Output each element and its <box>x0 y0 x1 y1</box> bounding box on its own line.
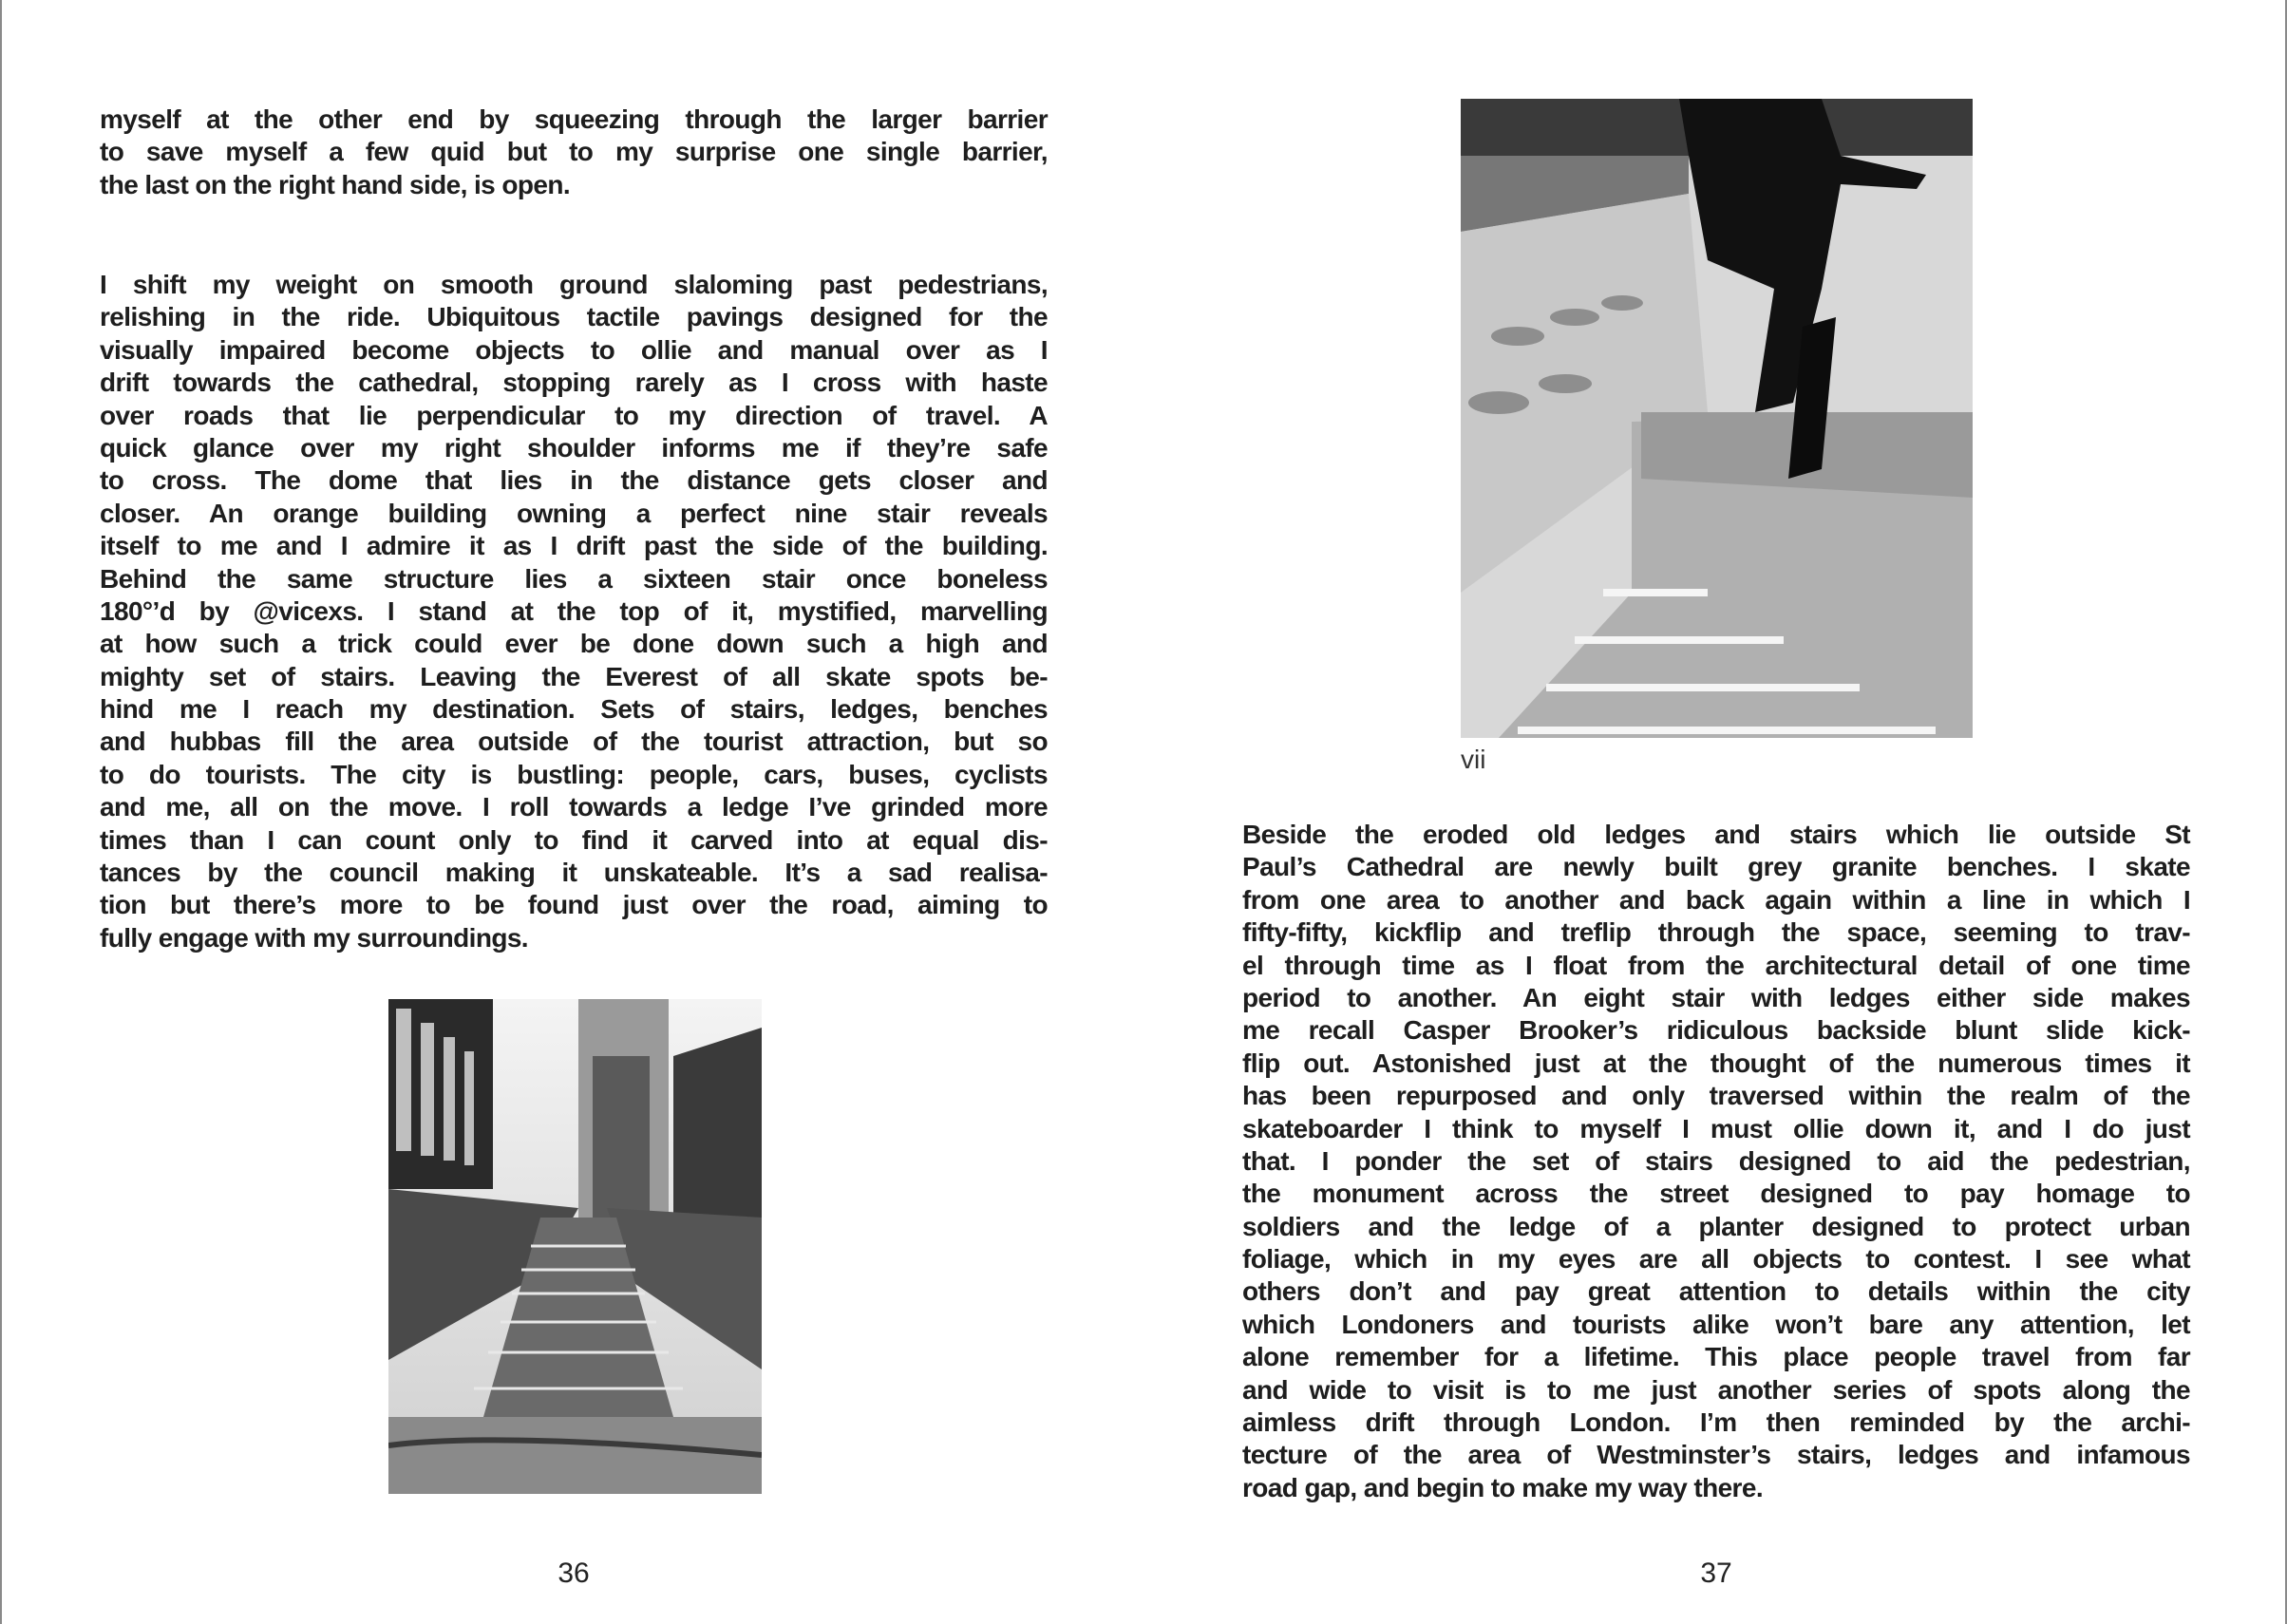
text-line: closer. An orange building owning a perfect nine stair reveals <box>100 498 1048 528</box>
text-line: the last on the right hand side, is open. <box>100 169 570 199</box>
text-line: 180°’d by @vicexs. I stand at the top of it, mystified, marvelling <box>100 595 1048 626</box>
text-line: to save myself a few quid but to my surprise one single barrier, <box>100 137 1048 167</box>
text-line: myself at the other end by squeezing through the larger barrier <box>100 104 1048 134</box>
text-line: Beside the eroded old ledges and stairs which lie outside St <box>1242 820 2190 849</box>
stairs-photo <box>388 999 762 1494</box>
text-line: road gap, and begin to make my way there. <box>1242 1472 1763 1502</box>
text-line: tecture of the area of Westminster’s stairs, ledges and infamous <box>1242 1440 2190 1470</box>
text-line: which Londoners and tourists alike won’t bare any attention, let <box>1242 1309 2190 1339</box>
page-number-right: 37 <box>1700 1558 1732 1589</box>
text-line: to cross. The dome that lies in the distance gets closer and <box>100 465 1048 496</box>
text-line: times than I can count only to find it carved into at equal dis- <box>100 824 1048 855</box>
text-line: soldiers and the ledge of a planter designed to protect urban <box>1242 1211 2190 1241</box>
right-paragraph-1 <box>1242 819 2190 1504</box>
text-line: relishing in the ride. Ubiquitous tactile pavings designed for the <box>100 302 1048 332</box>
text-line: quick glance over my right shoulder informs me if they’re safe <box>100 432 1048 463</box>
text-line: to do tourists. The city is bustling: people, cars, buses, cyclists <box>100 759 1048 789</box>
text-line: hind me I reach my destination. Sets of stairs, ledges, benches <box>100 694 1048 725</box>
photo-caption: vii <box>1461 745 1486 774</box>
text-line: el through time as I float from the architectural detail of one time <box>1242 950 2190 980</box>
text-line: aimless drift through London. I’m then reminded by the archi- <box>1242 1407 2190 1438</box>
text-line: mighty set of stairs. Leaving the Everest of all skate spots be- <box>100 661 1048 691</box>
text-line: and wide to visit is to me just another series of spots along the <box>1242 1374 2190 1405</box>
text-line: flip out. Astonished just at the thought of the numerous times it <box>1242 1048 2190 1078</box>
text-line: itself to me and I admire it as I drift past the side of the building. <box>100 531 1048 561</box>
text-line: me recall Casper Brooker’s ridiculous backside blunt slide kick- <box>1242 1015 2190 1046</box>
left-paragraph-2 <box>100 269 1048 954</box>
text-line: skateboarder I think to myself I must ollie down it, and I do just <box>1242 1113 2190 1143</box>
text-line: alone remember for a lifetime. This place people travel from far <box>1242 1342 2190 1372</box>
text-line: Behind the same structure lies a sixteen stair once boneless <box>100 563 1048 594</box>
text-line: fully engage with my surroundings. <box>100 922 528 953</box>
text-line: over roads that lie perpendicular to my direction of travel. A <box>100 400 1048 430</box>
left-paragraph-1 <box>100 104 1048 201</box>
text-line: the monument across the street designed to pay homage to <box>1242 1179 2190 1209</box>
text-line: at how such a trick could ever be done down such a high and <box>100 629 1048 659</box>
text-line: period to another. An eight stair with ledges either side makes <box>1242 982 2190 1012</box>
text-line: visually impaired become objects to ollie and manual over as I <box>100 334 1048 365</box>
text-line: tances by the council making it unskateable. It’s a sad realisa- <box>100 858 1048 888</box>
skateboarder-photo <box>1461 99 1973 738</box>
text-line: drift towards the cathedral, stopping rarely as I cross with haste <box>100 368 1048 398</box>
text-line: tion but there’s more to be found just over the road, aiming to <box>100 890 1048 920</box>
text-line: I shift my weight on smooth ground slaloming past pedestrians, <box>100 270 1048 299</box>
text-line: and me, all on the move. I roll towards a ledge I’ve grinded more <box>100 792 1048 822</box>
text-line: that. I ponder the set of stairs designed to aid the pedestrian, <box>1242 1145 2190 1176</box>
text-line: Paul’s Cathedral are newly built grey granite benches. I skate <box>1242 852 2190 882</box>
text-line: and hubbas fill the area outside of the tourist attraction, but so <box>100 727 1048 757</box>
text-line: from one area to another and back again within a line in which I <box>1242 884 2190 915</box>
text-line: others don’t and pay great attention to details within the city <box>1242 1276 2190 1307</box>
text-line: has been repurposed and only traversed within the realm of the <box>1242 1081 2190 1111</box>
page-number-left: 36 <box>558 1558 590 1589</box>
text-line: foliage, which in my eyes are all objects to contest. I see what <box>1242 1244 2190 1275</box>
text-line: fifty-fifty, kickflip and treflip through the space, seeming to trav- <box>1242 917 2190 948</box>
